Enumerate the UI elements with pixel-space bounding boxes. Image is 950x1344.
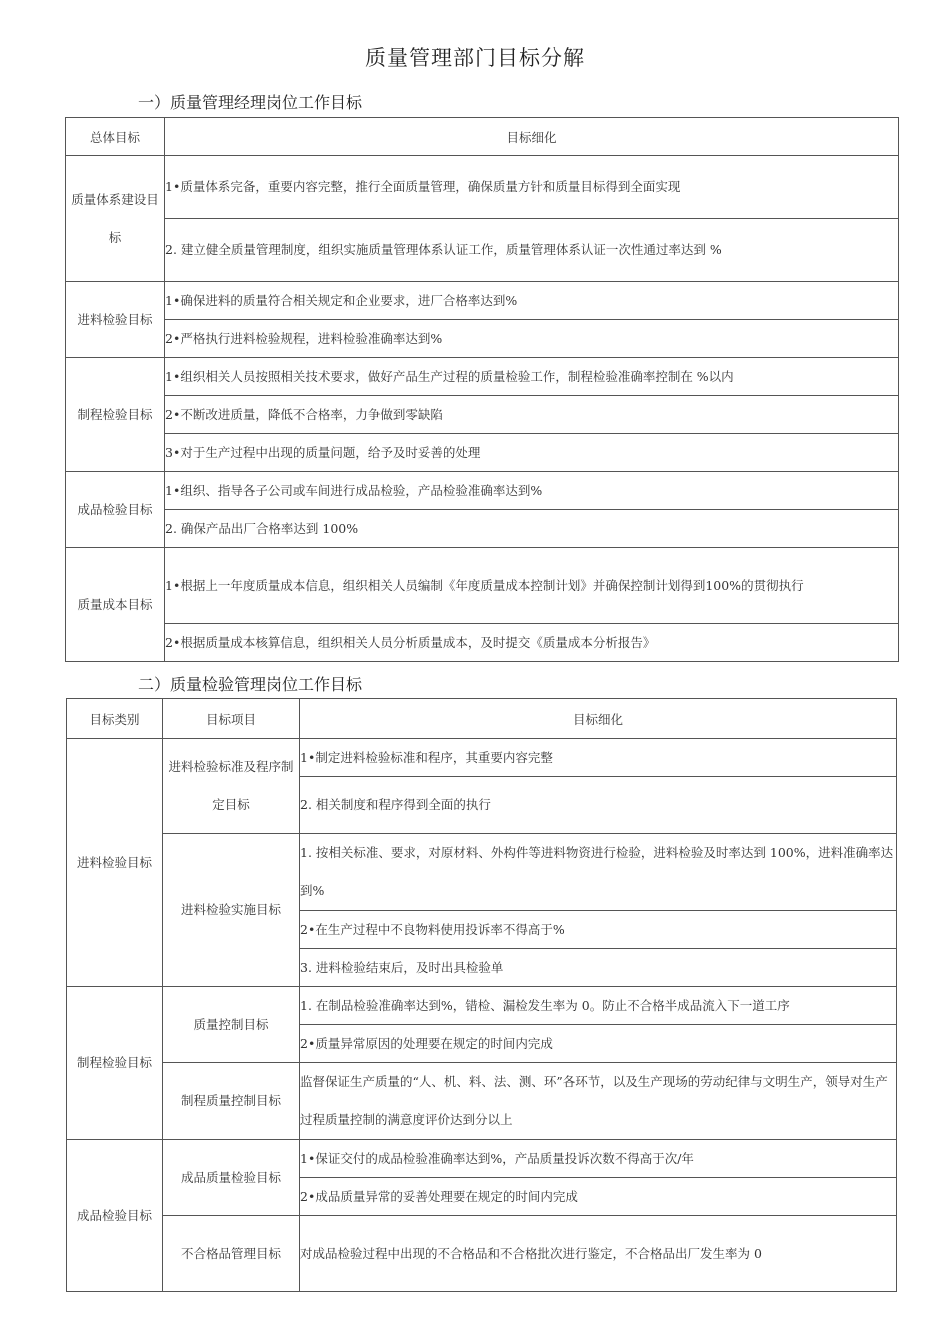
header-goal-detail: 目标细化 — [300, 699, 897, 739]
detail-cell: 2•成品质量异常的妥善处理要在规定的时间内完成 — [300, 1178, 897, 1216]
detail-cell: 1•组织相关人员按照相关技术要求，做好产品生产过程的质量检验工作，制程检验准确率控制在 %以内 — [165, 358, 899, 396]
item-quality-control: 质量控制目标 — [163, 987, 300, 1063]
item-incoming-implementation: 进料检验实施目标 — [163, 834, 300, 987]
detail-cell: 1•保证交付的成品检验准确率达到%，产品质量投诉次数不得高于次/年 — [300, 1140, 897, 1178]
category-finished-inspection: 成品检验目标 — [67, 1140, 163, 1292]
category-finished-inspection: 成品检验目标 — [66, 472, 165, 548]
detail-cell: 3•对于生产过程中出现的质量问题，给予及时妥善的处理 — [165, 434, 899, 472]
category-process-inspection: 制程检验目标 — [67, 987, 163, 1140]
detail-cell: 1. 在制品检验准确率达到%，错检、漏检发生率为 0。防止不合格半成品流入下一道工序 — [300, 987, 897, 1025]
header-goal-category: 目标类别 — [67, 699, 163, 739]
detail-cell: 2•严格执行进料检验规程，进料检验准确率达到% — [165, 320, 899, 358]
header-goal-detail: 目标细化 — [165, 118, 899, 156]
item-finished-quality-inspection: 成品质量检验目标 — [163, 1140, 300, 1216]
item-nonconforming-management: 不合格品管理目标 — [163, 1216, 300, 1292]
category-process-inspection: 制程检验目标 — [66, 358, 165, 472]
section-heading-1: 一）质量管理经理岗位工作目标 — [138, 93, 363, 112]
detail-cell: 2•质量异常原因的处理要在规定的时间内完成 — [300, 1025, 897, 1063]
manager-goals-table — [65, 117, 899, 662]
category-quality-system: 质量体系建设目标 — [66, 156, 165, 282]
detail-cell: 1•组织、指导各子公司或车间进行成品检验，产品检验准确率达到% — [165, 472, 899, 510]
inspection-goals-table — [66, 698, 897, 1292]
item-incoming-standard: 进料检验标准及程序制定目标 — [163, 739, 300, 834]
document-title: 质量管理部门目标分解 — [365, 46, 585, 70]
category-incoming-inspection: 进料检验目标 — [66, 282, 165, 358]
detail-cell: 2•根据质量成本核算信息，组织相关人员分析质量成本，及时提交《质量成本分析报告》 — [165, 624, 899, 662]
detail-cell: 1•质量体系完备，重要内容完整，推行全面质量管理，确保质量方针和质量目标得到全面实现 — [165, 156, 899, 219]
item-process-quality-control: 制程质量控制目标 — [163, 1063, 300, 1140]
detail-cell: 1•制定进料检验标准和程序，其重要内容完整 — [300, 739, 897, 777]
detail-cell: 3. 进料检验结束后，及时出具检验单 — [300, 949, 897, 987]
detail-cell: 1. 按相关标准、要求，对原材料、外构件等进料物资进行检验，进料检验及时率达到 100%，进料准确率达到% — [300, 834, 897, 911]
detail-cell: 1•根据上一年度质量成本信息，组织相关人员编制《年度质量成本控制计划》并确保控制计划得到100%的贯彻执行 — [165, 548, 899, 624]
detail-cell: 监督保证生产质量的“人、机、料、法、测、环”各环节，以及生产现场的劳动纪律与文明生产，领导对生产过程质量控制的满意度评价达到分以上 — [300, 1063, 897, 1140]
header-overall-goal: 总体目标 — [66, 118, 165, 156]
header-goal-item: 目标项目 — [163, 699, 300, 739]
detail-cell: 2. 相关制度和程序得到全面的执行 — [300, 777, 897, 834]
section-heading-2: 二）质量检验管理岗位工作目标 — [138, 675, 363, 694]
detail-cell: 对成品检验过程中出现的不合格品和不合格批次进行鉴定，不合格品出厂发生率为 0 — [300, 1216, 897, 1292]
category-quality-cost: 质量成本目标 — [66, 548, 165, 662]
detail-cell: 2•在生产过程中不良物料使用投诉率不得高于% — [300, 911, 897, 949]
category-incoming-inspection: 进料检验目标 — [67, 739, 163, 987]
detail-cell: 2. 确保产品出厂合格率达到 100% — [165, 510, 899, 548]
detail-cell: 1•确保进料的质量符合相关规定和企业要求，进厂合格率达到% — [165, 282, 899, 320]
detail-cell: 2. 建立健全质量管理制度，组织实施质量管理体系认证工作，质量管理体系认证一次性通过率达到 % — [165, 219, 899, 282]
detail-cell: 2•不断改进质量，降低不合格率，力争做到零缺陷 — [165, 396, 899, 434]
